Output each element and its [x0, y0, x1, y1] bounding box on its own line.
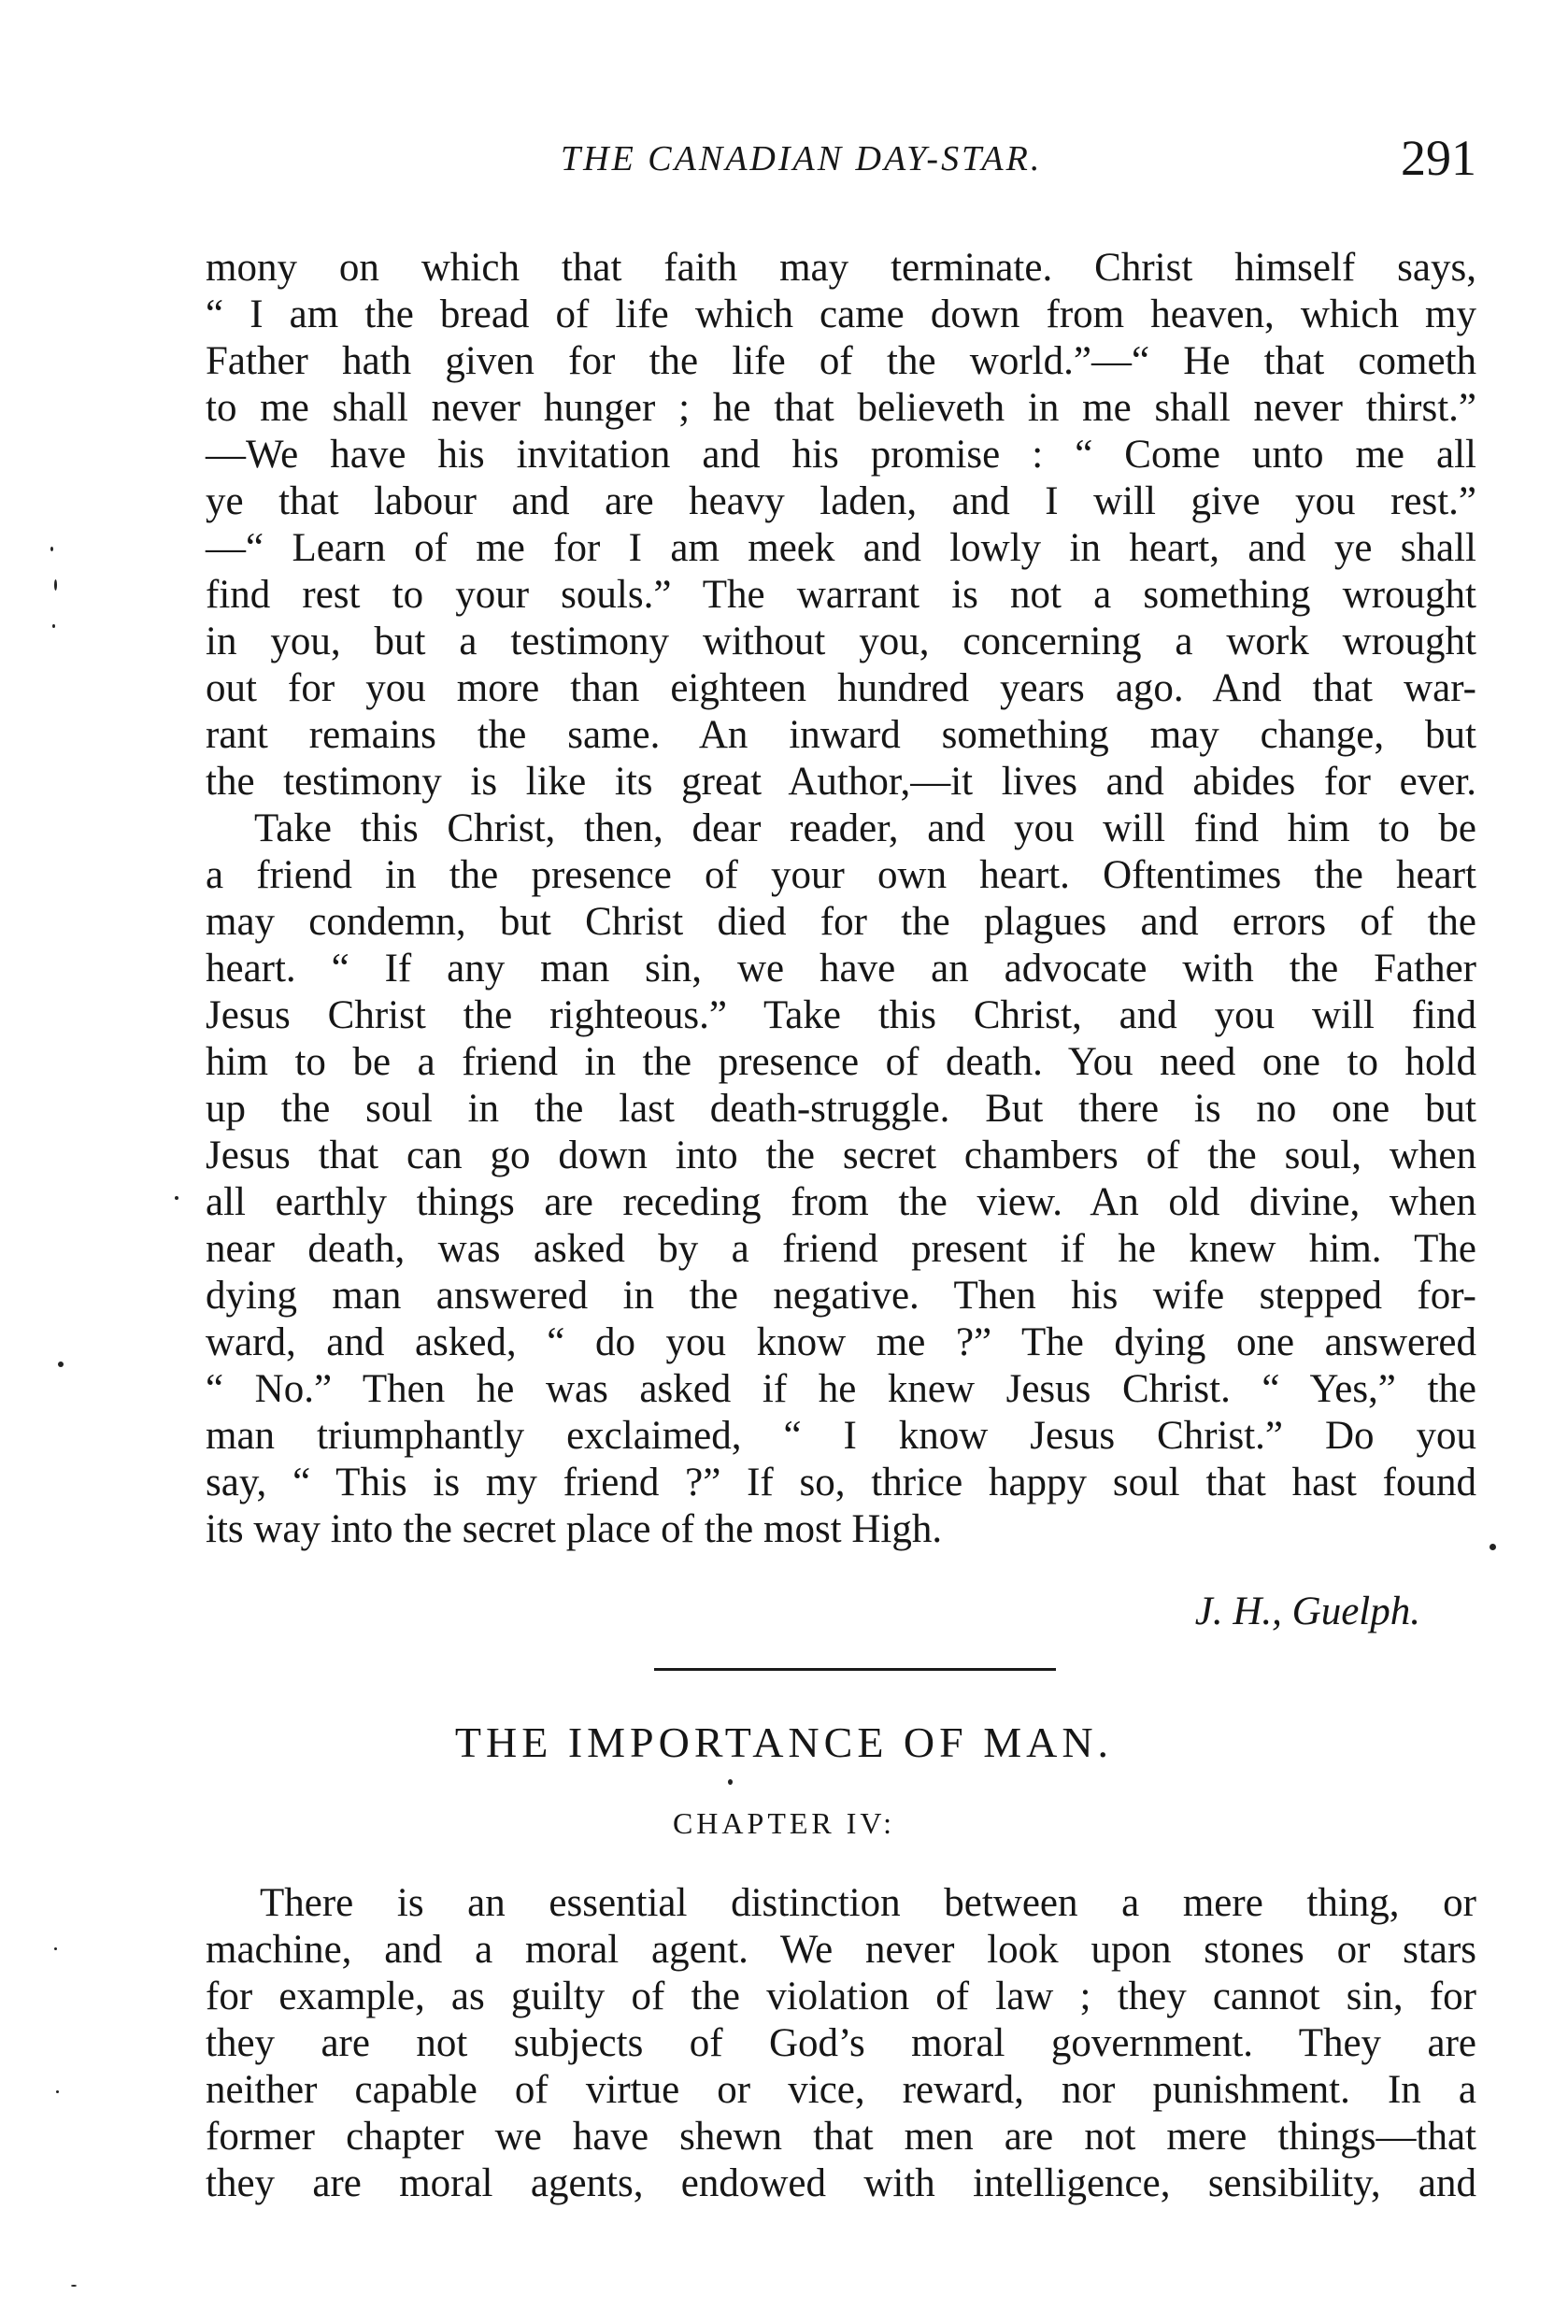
text-line: “ No.” Then he was asked if he knew Jesus Christ. “ Yes,” the [206, 1367, 1476, 1411]
text-line: ye that labour and are heavy laden, and I will give you rest.” [206, 479, 1476, 523]
text-line: they are moral agents, endowed with intelligence, sensibility, and [206, 2161, 1476, 2205]
text-line: —“ Learn of me for I am meek and lowly in heart, and ye shall [206, 526, 1476, 570]
text-line: dying man answered in the negative. Then his wife stepped for- [206, 1274, 1476, 1318]
signature: J. H., Guelph. [1194, 1590, 1420, 1633]
text-line: “ I am the bread of life which came down from heaven, which my [206, 292, 1476, 336]
running-title: THE CANADIAN DAY-STAR. [561, 139, 1043, 178]
scan-speck [54, 1947, 57, 1950]
text-line: heart. “ If any man sin, we have an advocate with the Father [206, 947, 1476, 991]
text-line: all earthly things are receding from the view. An old divine, when [206, 1180, 1476, 1224]
text-line: machine, and a moral agent. We never look upon stones or stars [206, 1928, 1476, 1972]
chapter-heading: CHAPTER IV: [672, 1806, 896, 1840]
scan-speck [728, 1779, 733, 1785]
text-line: former chapter we have shewn that men are not mere things—that [206, 2115, 1476, 2159]
text-line: neither capable of virtue or vice, reward, nor punishment. In a [206, 2068, 1476, 2112]
text-line: Father hath given for the life of the world.”—“ He that cometh [206, 339, 1476, 383]
text-line: —We have his invitation and his promise : “ Come unto me all [206, 433, 1476, 477]
text-line: man triumphantly exclaimed, “ I know Jesus Christ.” Do you [206, 1414, 1476, 1458]
running-head [201, 129, 1476, 194]
text-line: the testimony is like its great Author,—it lives and abides for ever. [206, 760, 1476, 804]
text-line: rant remains the same. An inward something may change, but [206, 713, 1476, 757]
text-line: ward, and asked, “ do you know me ?” The dying one answered [206, 1320, 1476, 1364]
page-number: 291 [1401, 130, 1476, 186]
scan-speck [1490, 1544, 1496, 1550]
text-line: for example, as guilty of the violation of law ; they cannot sin, for [206, 1975, 1476, 2018]
scan-speck [71, 2285, 77, 2287]
text-line: may condemn, but Christ died for the plagues and errors of the [206, 900, 1476, 944]
scan-speck [54, 579, 57, 591]
text-line: Jesus Christ the righteous.” Take this Christ, and you will find [206, 993, 1476, 1037]
text-line: Take this Christ, then, dear reader, and you will find him to be [254, 806, 1476, 850]
text-line: to me shall never hunger ; he that believeth in me shall never thirst.” [206, 386, 1476, 430]
text-line: him to be a friend in the presence of death. You need one to hold [206, 1040, 1476, 1084]
text-line: say, “ This is my friend ?” If so, thrice happy soul that hast found [206, 1461, 1476, 1504]
scan-speck [175, 1196, 178, 1200]
text-line: near death, was asked by a friend present if he knew him. The [206, 1227, 1476, 1271]
scan-speck [56, 2090, 59, 2093]
scan-speck [52, 624, 55, 628]
scan-speck [50, 547, 53, 551]
text-line: There is an essential distinction between a mere thing, or [260, 1881, 1476, 1925]
text-line: up the soul in the last death-struggle. But there is no one but [206, 1087, 1476, 1131]
text-line: mony on which that faith may terminate. Christ himself says, [206, 246, 1476, 290]
text-line: Jesus that can go down into the secret chambers of the soul, when [206, 1133, 1476, 1177]
scan-speck [58, 1362, 64, 1367]
article-title: THE IMPORTANCE OF MAN. [454, 1718, 1114, 1766]
text-line: in you, but a testimony without you, concerning a work wrought [206, 620, 1476, 663]
section-divider [654, 1668, 1056, 1671]
text-line: a friend in the presence of your own heart. Oftentimes the heart [206, 853, 1476, 897]
text-line: out for you more than eighteen hundred years ago. And that war- [206, 666, 1476, 710]
text-line: they are not subjects of God’s moral government. They are [206, 2021, 1476, 2065]
text-line: its way into the secret place of the most High. [206, 1507, 943, 1551]
text-line: find rest to your souls.” The warrant is not a something wrought [206, 573, 1476, 617]
